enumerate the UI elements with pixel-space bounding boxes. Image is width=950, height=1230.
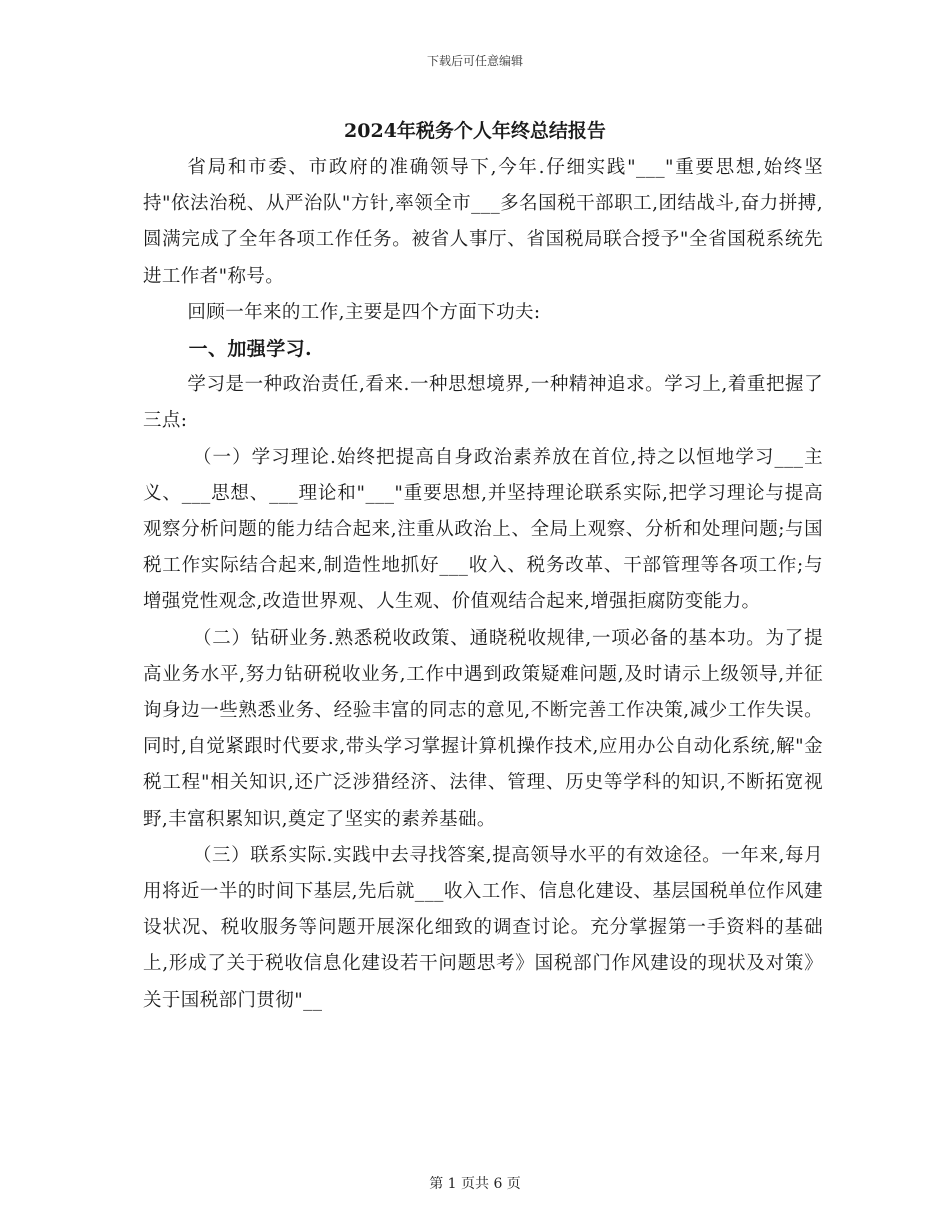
- document-title: 2024年税务个人年终总结报告: [344, 120, 606, 142]
- paragraph-study-business: （二）钻研业务.熟悉税收政策、通晓税收规律,一项必备的基本功。为了提高业务水平,努力钻研税收业务,工作中遇到政策疑难问题,及时请示上级领导,并征询身边一些熟悉业务、经验丰富的同志的意见,不断完善工作决策,减少工作失误。同时,自觉紧跟时代要求,带头学习掌握计算机操作技术,应用办公自动化系统,解"金税工程"相关知识,还广泛涉猎经济、法律、管理、历史等学科的知识,不断拓宽视野,丰富积累知识,奠定了坚实的素养基础。: [143, 627, 823, 830]
- paragraph-overview: 回顾一年来的工作,主要是四个方面下功夫:: [187, 301, 541, 323]
- paragraph-study-theory: （一）学习理论.始终把提高自身政治素养放在首位,持之以恒地学习___主义、___思想、___理论和"___"重要思想,并坚持理论联系实际,把学习理论与提高观察分析问题的能力结合起来,注重从政治上、全局上观察、分析和处理问题;与国税工作实际结合起来,制造性地抓好___收入、税务改革、干部管理等各项工作;与增强党性观念,改造世界观、人生观、价值观结合起来,增强拒腐防变能力。: [143, 446, 823, 613]
- paragraph-study-intro: 学习是一种政治责任,看来.一种思想境界,一种精神追求。学习上,着重把握了三点:: [143, 374, 823, 432]
- page-header-note: 下载后可任意编辑: [426, 54, 523, 68]
- paragraph-study-practice: （三）联系实际.实践中去寻找答案,提高领导水平的有效途径。一年来,每月用将近一半的时间下基层,先后就___收入工作、信息化建设、基层国税单位作风建设状况、税收服务等问题开展深化细致的调查讨论。充分掌握第一手资料的基础上,形成了关于税收信息化建设若干问题思考》国税部门作风建设的现状及对策》关于国税部门贯彻"__: [143, 844, 823, 1011]
- document-body: [143, 150, 823, 1019]
- page-number: 第 1 页共 6 页: [429, 1176, 521, 1192]
- paragraph-intro: 省局和市委、市政府的准确领导下,今年.仔细实践"___"重要思想,始终坚持"依法治税、从严治队"方针,率领全市___多名国税干部职工,团结战斗,奋力拼搏,圆满完成了全年各项工作任务。被省人事厅、省国税局联合授予"全省国税系统先进工作者"称号。: [143, 157, 823, 287]
- section-heading-study: 一、加强学习.: [188, 338, 313, 361]
